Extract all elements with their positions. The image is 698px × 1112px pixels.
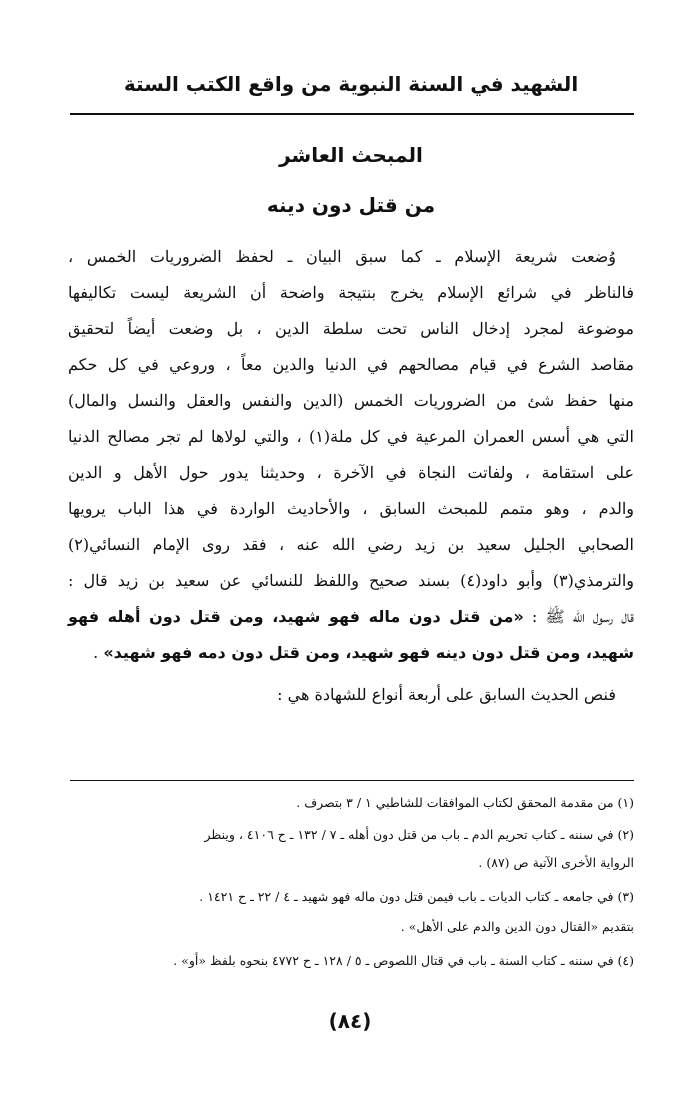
hadith-line — [68, 604, 634, 630]
footnote-line: الرواية الأخرى الآتية ص (٨٧) . — [478, 855, 634, 870]
footnote-line: (١) من مقدمة المحقق لكتاب الموافقات للشاطبي ١ / ٣ بتصرف . — [296, 795, 634, 810]
body-line: فالناظر في شرائع الإسلام يخرج بنتيجة واضحة أن الشريعة ليست تكاليفها — [68, 283, 634, 302]
hadith-end: . — [93, 643, 104, 662]
body-line: التي هي أسس العمران المرعية في كل ملة(١) ، والتي لولاها لم تجر مصالح الدنيا — [68, 427, 634, 446]
body-line: وُضعت شريعة الإسلام ـ كما سبق البيان ـ لحفظ الضروريات الخمس ، — [68, 247, 616, 266]
hadith-quote: «من قتل دون ماله فهو شهيد، ومن قتل دون أهله فهو — [68, 607, 524, 626]
body-line: الصحابي الجليل سعيد بن زيد رضي الله عنه ، فقد روى الإمام النسائي(٢) — [68, 535, 634, 554]
body-line: مقاصد الشرع في قيام مصالحهم في الدنيا والدين معاً ، وروعي في كل حكم — [68, 355, 634, 374]
hadith-quote: شهيد، ومن قتل دون دينه فهو شهيد، ومن قتل دون دمه فهو شهيد» — [103, 643, 634, 662]
footnote-line: بتقديم «القتال دون الدين والدم على الأهل» . — [400, 919, 634, 934]
section-subtitle: من قتل دون دينه — [266, 193, 436, 217]
footnote-line: (٢) في سننه ـ كتاب تحريم الدم ـ باب من قتل دون أهله ـ ٧ / ١٣٢ ـ ح ٤١٠٦ ، وينظر — [204, 827, 634, 842]
footnote-divider — [70, 780, 634, 781]
body-line: منها حفظ شئ من الضروريات الخمس (الدين والنفس والعقل والنسل والمال) — [68, 391, 635, 410]
hadith-intro: قال رسول الله ﷺ : — [523, 607, 634, 626]
hadith-line — [68, 640, 634, 666]
body-line: فنص الحديث السابق على أربعة أنواع للشهادة هي : — [277, 685, 616, 704]
footnote-line: (٤) في سننه ـ كتاب السنة ـ باب في قتال اللصوص ـ ٥ / ١٢٨ ـ ح ٤٧٧٢ بنحوه بلفظ «أو» . — [173, 953, 634, 968]
footnote-line: (٣) في جامعه ـ كتاب الديات ـ باب فيمن قتل دون ماله فهو شهيد ـ ٤ / ٢٢ ـ ح ١٤٢١ . — [199, 889, 634, 904]
body-line: والترمذي(٣) وأبو داود(٤) بسند صحيح واللفظ للنسائي عن سعيد بن زيد قال : — [68, 571, 635, 590]
running-header-title: الشهيد في السنة النبوية من واقع الكتب الستة — [123, 72, 579, 96]
body-line: والدم ، وهو متمم للمبحث السابق ، والأحاديث الواردة في هذا الباب يرويها — [68, 499, 634, 518]
page-number: (٨٤) — [328, 1009, 372, 1033]
body-line: موضوعة لمجرد إدخال الناس تحت سلطة الدين ، بل وضعت أيضاً لتحقيق — [68, 319, 634, 338]
body-line: على استقامة ، ولفاتت النجاة في الآخرة ، وحديثنا يدور حول الأهل و الدين — [68, 463, 634, 482]
header-divider — [70, 113, 634, 115]
section-title: المبحث العاشر — [279, 143, 423, 167]
